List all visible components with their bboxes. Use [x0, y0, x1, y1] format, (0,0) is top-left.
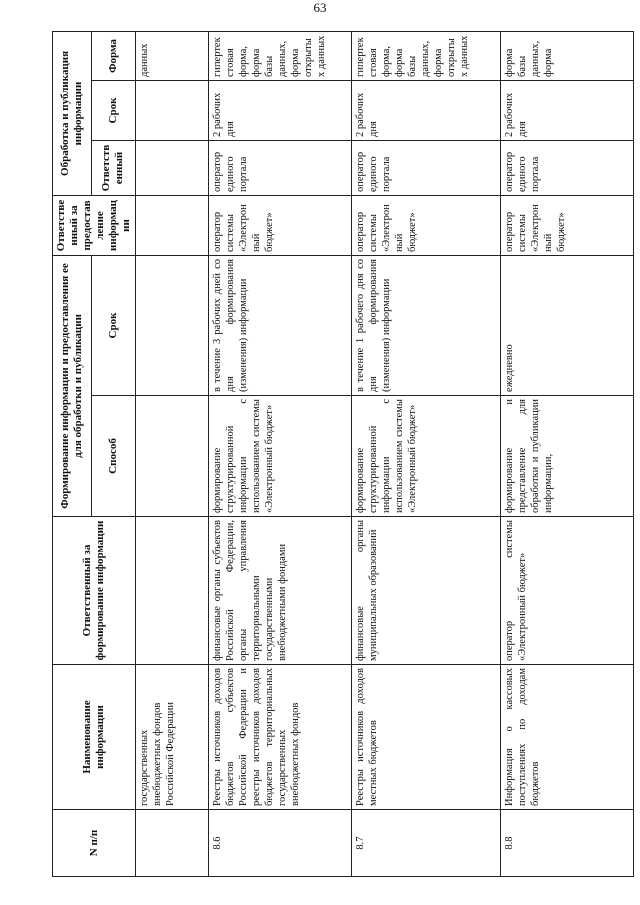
cell-method	[136, 396, 209, 517]
cell-name: государственных внебюджетных фондов Российской Федерации	[136, 665, 209, 810]
cell-deadline: в течение 3 рабочих дней со дня формирования (изменения) информации	[209, 255, 352, 395]
cell-term: 2 рабочих дня	[500, 80, 633, 140]
cell-form: данных	[136, 31, 209, 80]
cell-responsible-form: финансовые органы субъектов Российской Федерации, органы управления территориальными государственными внебюджетными фондами	[209, 517, 352, 665]
header-term: Срок	[91, 80, 135, 140]
cell-responsible-form: финансовые органы муниципальных образований	[352, 517, 500, 665]
cell-num: 8.6	[209, 810, 352, 877]
cell-form: гипертекстовая форма, форма базы данных, форма открытых данных	[352, 31, 500, 80]
header-name: Наименование информации	[53, 665, 136, 810]
cell-form: гипертекстовая форма, форма базы данных, форма открытых данных	[209, 31, 352, 80]
cell-responsible-provide: оператор системы «Электронный бюджет»	[500, 195, 633, 255]
cell-responsible-provide	[136, 195, 209, 255]
cell-term	[136, 80, 209, 140]
cell-form: форма базы данных, форма	[500, 31, 633, 80]
cell-method: формирование и представление для обработки и публикации информации,	[500, 396, 633, 517]
cell-responsible-pub	[136, 140, 209, 195]
cell-method: формирование структурированной информации с использованием системы «Электронный бюджет»	[209, 396, 352, 517]
cell-name: Реестры источников доходов местных бюджетов	[352, 665, 500, 810]
header-processing-group: Обработка и публикация информации	[53, 31, 92, 195]
cell-name: Реестры источников доходов бюджетов субъектов Российской Федерации и реестры источников доходов бюджетов территориальных государственных внебюджетных фондов	[209, 665, 352, 810]
header-responsible-form: Ответственный за формирование информации	[53, 517, 136, 665]
cell-num	[136, 810, 209, 877]
header-num: N п/п	[53, 810, 136, 877]
header-method: Способ	[91, 396, 135, 517]
cell-responsible-form	[136, 517, 209, 665]
header-formation-group: Формирование информации и предоставления ее для обработки и публикации	[53, 255, 92, 516]
cell-responsible-form: оператор системы «Электронный бюджет»	[500, 517, 633, 665]
header-responsible-provide: Ответственный за предоставление информации	[53, 195, 136, 255]
cell-term: 2 рабочих дня	[209, 80, 352, 140]
header-responsible: Ответственный	[91, 140, 135, 195]
cell-deadline: в течение 1 рабочего дня со дня формирования (изменения) информации	[352, 255, 500, 395]
data-table	[52, 31, 634, 877]
cell-num: 8.7	[352, 810, 500, 877]
header-deadline: Срок	[91, 255, 135, 395]
table-row	[209, 31, 352, 876]
cell-deadline	[136, 255, 209, 395]
cell-term: 2 рабочих дня	[352, 80, 500, 140]
table-row	[500, 31, 633, 876]
cell-responsible-pub: оператор единого портала	[209, 140, 352, 195]
cell-responsible-pub: оператор единого портала	[500, 140, 633, 195]
table-row	[352, 31, 500, 876]
cell-deadline: ежедневно	[500, 255, 633, 395]
cell-num: 8.8	[500, 810, 633, 877]
cell-name: Информация о кассовых поступлениях по доходам бюджетов	[500, 665, 633, 810]
page-number: 63	[313, 0, 327, 15]
table-row	[136, 31, 209, 876]
cell-responsible-pub: оператор единого портала	[352, 140, 500, 195]
header-form: Форма	[91, 31, 135, 80]
cell-method: формирование структурированной информации с использованием системы «Электронный бюджет»	[352, 396, 500, 517]
cell-responsible-provide: оператор системы «Электронный бюджет»	[209, 195, 352, 255]
cell-responsible-provide: оператор системы «Электронный бюджет»	[352, 195, 500, 255]
rotated-table-container	[52, 32, 630, 877]
